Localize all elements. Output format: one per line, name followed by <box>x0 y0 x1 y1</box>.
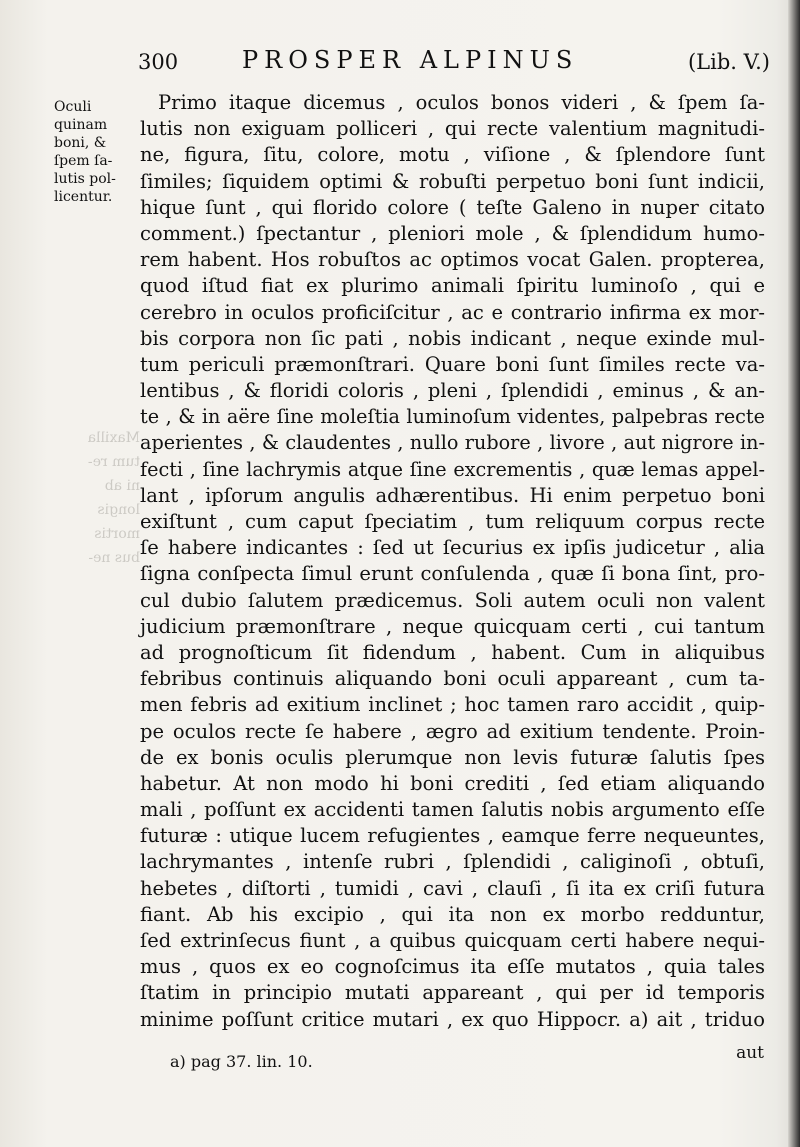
bleed-line: ni ab <box>104 478 140 494</box>
bleed-line: mortis <box>94 526 140 542</box>
text-line: minime poſſunt critice mutari , ex quo Hippocr. a) ait , triduo <box>140 1007 765 1031</box>
margin-note-line: licentur. <box>54 189 113 205</box>
text-line: lachrymantes , intenſe rubri , ſplendidi , caliginoſi , obtuſi, <box>140 850 765 874</box>
text-line: futuræ : utique lucem refugientes , eamque ferre nequeuntes, <box>140 824 765 848</box>
page-header <box>130 44 770 84</box>
text-line: hique ſunt , qui florido colore ( teſte Galeno in nuper citato <box>140 195 765 219</box>
text-line: lentibus , & floridi coloris , pleni , ſplendidi , eminus , & an- <box>140 379 765 403</box>
text-line: cul dubio ſalutem prædicemus. Soli autem oculi non valent <box>140 588 765 612</box>
text-line: comment.) ſpectantur , pleniori mole , & ſplendidum humo- <box>140 221 765 245</box>
text-line: lutis non exiguam polliceri , qui recte valentium magnitudi- <box>140 117 765 141</box>
text-line: habetur. At non modo hi boni crediti , ſed etiam aliquando <box>140 771 765 795</box>
text-line: ſe habere indicantes : ſed ut ſecurius ex ipſis judicetur , alia <box>140 536 765 560</box>
text-line: te , & in aëre ſine moleſtia luminoſum videntes, palpebras recte <box>140 405 765 429</box>
bleed-through-text <box>60 426 140 570</box>
text-line: tum periculi præmonſtrari. Quare boni ſunt ſimiles recte va- <box>140 352 765 376</box>
text-line: fecti , ſine lachrymis atque ſine excrementis , quæ lemas appel- <box>140 457 765 481</box>
margin-note-line: boni, & <box>54 135 107 151</box>
text-line: mali , poſſunt ex accidenti tamen ſalutis nobis argumento eſſe <box>140 798 765 822</box>
margin-note-line: ſpem ſa- <box>54 153 113 169</box>
margin-note-line: quinam <box>54 117 108 133</box>
text-line: febribus continuis aliquando boni oculi appareant , cum ta- <box>140 667 765 691</box>
book-reference: (Lib. V.) <box>687 50 770 74</box>
page-number: 300 <box>138 50 179 74</box>
text-line: aperientes , & claudentes , nullo rubore , livore , aut nigrore in- <box>140 431 765 455</box>
text-line: judicium præmonſtrare , neque quicquam certi , cui tantum <box>140 614 765 638</box>
text-line: Primo itaque dicemus , oculos bonos videri , & ſpem ſa- <box>158 91 765 114</box>
catchword: aut <box>736 1043 764 1063</box>
text-line: mus , quos ex eo cognoſcimus ita eſſe mutatos , quia tales <box>140 955 765 979</box>
marginal-note <box>54 98 146 206</box>
bleed-line: Maxilla <box>87 430 140 446</box>
text-line: ſed extrinſecus fiunt , a quibus quicquam certi habere nequi- <box>140 929 765 952</box>
text-line: hebetes , diſtorti , tumidi , cavi , clauſi , ſi ita ex criſi futura <box>140 876 765 900</box>
text-line: quod iſtud fiat ex plurimo animali ſpiritu luminoſo , qui e <box>140 274 765 298</box>
margin-note-line: Oculi <box>54 99 92 115</box>
text-line: cerebro in oculos proficiſcitur , ac e contrario infirma ex mor- <box>140 300 765 324</box>
footnote: a) pag 37. lin. 10. <box>170 1052 313 1071</box>
text-line: ſigna conſpecta ſimul erunt conſulenda , quæ ſi bona ſint, pro- <box>140 562 765 586</box>
text-line: lant , ipſorum angulis adhærentibus. Hi enim perpetuo boni <box>140 483 765 507</box>
text-line: rem habent. Hos robuſtos ac optimos vocat Galen. propterea, <box>140 248 765 272</box>
text-line: ne, figura, ſitu, colore, motu , viſione , & ſplendore ſunt <box>140 143 765 167</box>
text-line: ſtatim in principio mutati appareant , qui per id temporis <box>140 981 765 1005</box>
running-title: PROSPER ALPINUS <box>242 46 579 74</box>
bleed-line: longis <box>97 502 140 518</box>
margin-note-line: lutis pol- <box>54 171 116 187</box>
text-line: exiſtunt , cum caput ſpeciatim , tum reliquum corpus recte <box>140 510 765 533</box>
body-text <box>140 90 765 1033</box>
text-line: men febris ad exitium inclinet ; hoc tamen raro accidit , quip- <box>140 693 765 717</box>
bleed-line: tum re- <box>87 454 140 470</box>
text-line: bis corpora non ſic pati , nobis indicant , neque exinde mul- <box>140 326 765 350</box>
text-line: pe oculos recte ſe habere , ægro ad exitium tendente. Proin- <box>140 719 765 743</box>
text-line: ſimiles; ſiquidem optimi & robuſti perpetuo boni ſunt indicii, <box>140 169 765 193</box>
bleed-line: bus ne- <box>88 550 140 566</box>
text-line: de ex bonis oculis plerumque non levis futuræ ſalutis ſpes <box>140 745 765 769</box>
text-line: fiant. Ab his excipio , qui ita non ex morbo redduntur, <box>140 902 765 926</box>
text-line: ad prognoſticum ſit fidendum , habent. Cum in aliquibus <box>140 640 765 664</box>
page-edge-shadow <box>788 0 800 1147</box>
